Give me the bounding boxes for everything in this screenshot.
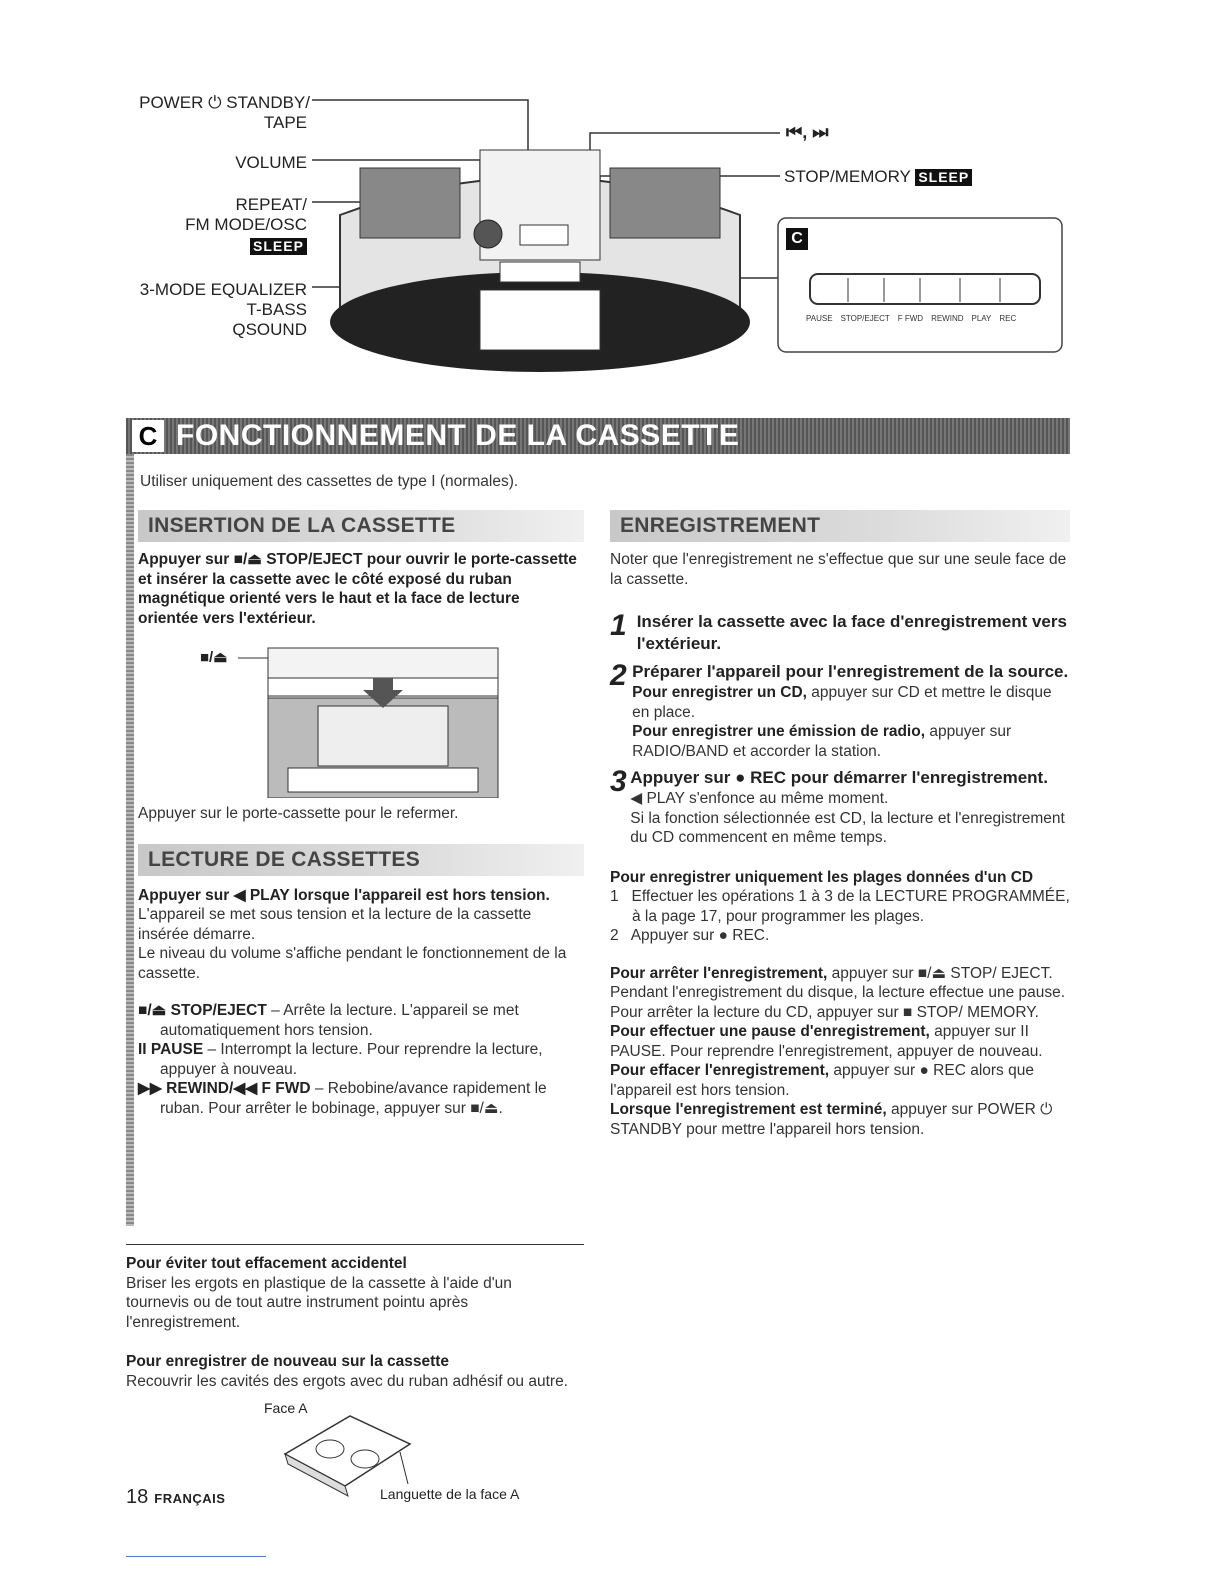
banner-badge: C — [132, 420, 164, 452]
lecture-p1: L'appareil se met sous tension et la lecture de la cassette insérée démarre. — [138, 906, 532, 943]
key-ffwd: F FWD — [897, 314, 924, 323]
stop-paragraph: Pendant l'enregistrement du disque, la lecture effectue une pause. Pour arrêter la lecture du CD, appuyer sur ■ STOP/ MEMORY. — [610, 984, 1066, 1021]
label-skip: ⏮, ⏭ — [786, 122, 829, 142]
page-footer — [126, 1486, 225, 1509]
control-item: ■/⏏ STOP/EJECT – Arrête la lecture. L'appareil se met automatiquement hors tension. — [138, 1002, 519, 1039]
note2-title: Pour enregistrer de nouveau sur la cassette — [126, 1353, 450, 1370]
intro-text: Utiliser uniquement des cassettes de type I (normales). — [140, 473, 519, 490]
lecture-instruction: Appuyer sur ◀ PLAY lorsque l'appareil est hors tension. — [138, 886, 550, 904]
divider — [126, 1244, 584, 1245]
label-power: POWER ⏻ STANDBY/ — [139, 93, 310, 112]
note2-text: Recouvrir les cavités des ergots avec du ruban adhésif ou autre. — [126, 1372, 568, 1390]
control-item: II PAUSE – Interrompt la lecture. Pour reprendre la lecture, appuyer à nouveau. — [138, 1041, 543, 1078]
lecture-controls-list — [138, 1001, 584, 1118]
boombox-drawing — [0, 0, 1224, 400]
tracks-title: Pour enregistrer uniquement les plages données d'un CD — [610, 868, 1034, 886]
banner-title: FONCTIONNEMENT DE LA CASSETTE — [176, 419, 740, 452]
page-number: 18 — [126, 1486, 149, 1508]
label-stop-memory: STOP/MEMORY SLEEP — [784, 166, 972, 187]
section-banner — [126, 418, 1070, 454]
sidebar-bar — [126, 454, 134, 1226]
notes-block — [126, 1254, 576, 1391]
insertion-after: Appuyer sur le porte-cassette pour le refermer. — [138, 805, 459, 822]
label-tbass: T-BASS — [246, 300, 307, 319]
end-note: Lorsque l'enregistrement est terminé, appuyer sur POWER ⏻ STANDBY pour mettre l'appareil hors tension. — [610, 1101, 1053, 1138]
step-3: 3 Appuyer sur ● REC pour démarrer l'enregistrement. ◀ PLAY s'enfonce au même moment. Si la fonction sélectionnée est CD, la lecture et l'enregistrement du CD commencent en même temps. — [610, 765, 1065, 846]
inset-badge: C — [791, 230, 803, 247]
label-equalizer: 3-MODE EQUALIZER — [139, 280, 307, 299]
heading-lecture: LECTURE DE CASSETTES — [138, 844, 584, 876]
key-rec: REC — [999, 314, 1017, 323]
label-fm-mode: FM MODE/OSC — [185, 215, 307, 234]
device-diagram — [0, 0, 1224, 400]
insertion-instruction: Appuyer sur ■/⏏ STOP/EJECT pour ouvrir le porte-cassette et insérer la cassette avec le côté exposé du ruban magnétique orienté vers le haut et la face de lecture orientée vers l'extérieur. — [138, 551, 577, 627]
label-tape: TAPE — [263, 113, 307, 132]
tab-label: Languette de la face A — [380, 1486, 520, 1502]
pause-note: Pour effectuer une pause d'enregistrement, appuyer sur II PAUSE. Pour reprendre l'enregistrement, appuyer de nouveau. — [610, 1023, 1043, 1060]
note1-text: Briser les ergots en plastique de la cassette à l'aide d'un tournevis ou de tout autre instrument pointu après l'enregistrement. — [126, 1274, 512, 1331]
fig-stop-eject-label: ■/⏏ — [200, 649, 228, 666]
key-stop-eject: STOP/EJECT — [840, 314, 890, 323]
right-column — [610, 510, 1070, 1139]
rec-intro: Noter que l'enregistrement ne s'effectue que sur une seule face de la cassette. — [610, 551, 1067, 588]
footer-rule — [126, 1556, 266, 1557]
lecture-p2: Le niveau du volume s'affiche pendant le fonctionnement de la cassette. — [138, 945, 567, 982]
sleep-badge-left: SLEEP — [250, 238, 307, 256]
step-1: 1 Insérer la cassette avec la face d'enregistrement vers l'extérieur. — [610, 609, 1067, 653]
face-a-label: Face A — [264, 1400, 308, 1416]
label-repeat: REPEAT/ — [235, 195, 307, 214]
page-lang: FRANÇAIS — [154, 1491, 226, 1506]
note1-title: Pour éviter tout effacement accidentel — [126, 1255, 407, 1272]
left-column — [138, 510, 584, 1118]
step-2: 2 Préparer l'appareil pour l'enregistrement de la source. Pour enregistrer un CD, appuyer sur CD et mettre le disque en place. Pour enregistrer une émission de radio, appuyer sur RADIO/BAND et accorder la station. — [610, 659, 1069, 760]
control-item: ▶▶ REWIND/◀◀ F FWD – Rebobine/avance rapidement le ruban. Pour arrêter le bobinage, appuyer sur ■/⏏. — [138, 1080, 547, 1117]
stop-note: Pour arrêter l'enregistrement, appuyer sur ■/⏏ STOP/ EJECT. — [610, 964, 1053, 982]
label-qsound: QSOUND — [232, 320, 307, 339]
tracks-item: 2 Appuyer sur ● REC. — [610, 927, 770, 944]
insertion-figure — [138, 638, 584, 798]
heading-enregistrement: ENREGISTREMENT — [610, 510, 1070, 542]
tracks-item: 1 Effectuer les opérations 1 à 3 de la LECTURE PROGRAMMÉE, à la page 17, pour programmer les plages. — [610, 888, 1070, 925]
key-rewind: REWIND — [931, 314, 964, 323]
erase-note: Pour effacer l'enregistrement, appuyer sur ● REC alors que l'appareil est hors tension. — [610, 1062, 1034, 1099]
key-pause: PAUSE — [806, 314, 833, 323]
key-play: PLAY — [971, 314, 992, 323]
inset-key-labels — [806, 314, 1016, 323]
label-volume: VOLUME — [235, 153, 307, 172]
heading-insertion: INSERTION DE LA CASSETTE — [138, 510, 584, 542]
